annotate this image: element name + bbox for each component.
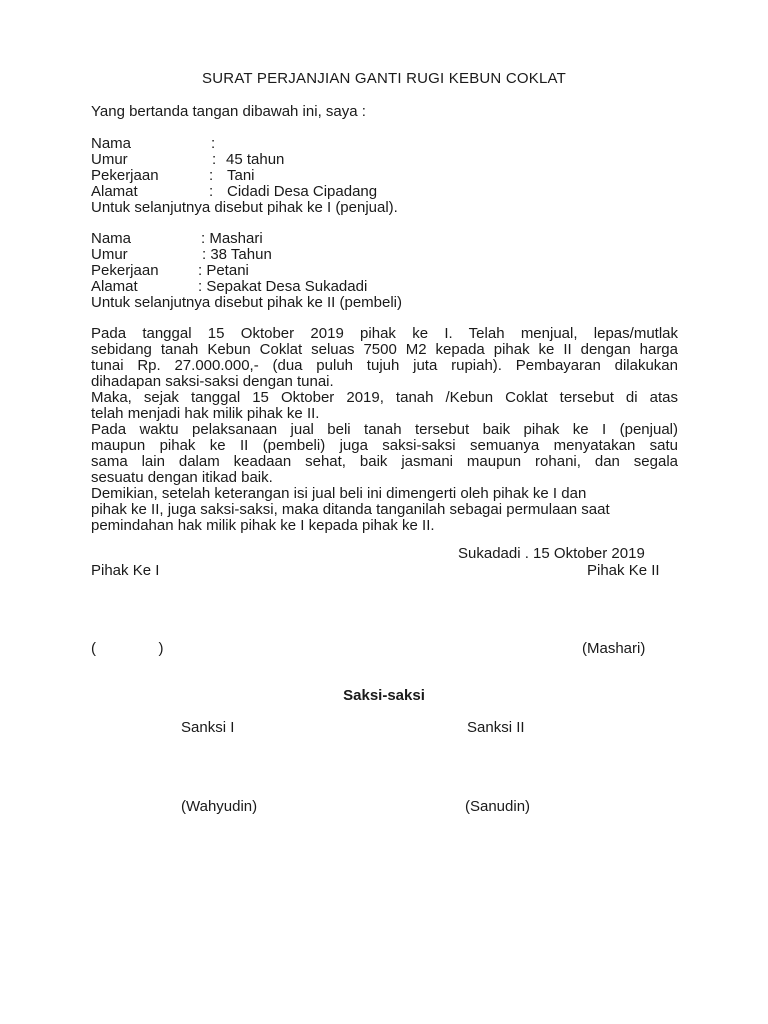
field-colon: : — [209, 167, 214, 184]
body-line: dihadapan saksi-saksi dengan tunai. — [91, 373, 334, 390]
body-line: Maka, sejak tanggal 15 Oktober 2019, tanah /Kebun Coklat tersebut di atas — [91, 389, 678, 406]
body-line: tunai Rp. 27.000.000,- (dua puluh tujuh juta rupiah). Pembayaran dilakukan — [91, 357, 678, 374]
place-date: Sukadadi . 15 Oktober 2019 — [458, 545, 645, 562]
intro-text: Yang bertanda tangan dibawah ini, saya : — [91, 103, 366, 120]
body-line: pemindahan hak milik pihak ke I kepada pihak ke II. — [91, 517, 435, 534]
body-line: Pada waktu pelaksanaan jual beli tanah tersebut baik pihak ke I (penjual) — [91, 421, 678, 438]
field-label: Umur — [91, 151, 128, 168]
field-label: Umur — [91, 246, 128, 263]
field-label: Pekerjaan — [91, 262, 159, 279]
witness-heading: Saksi-saksi — [343, 687, 425, 704]
pihak2-label: Pihak Ke II — [587, 562, 660, 579]
field-value: : Sepakat Desa Sukadadi — [198, 278, 368, 295]
field-label: Nama — [91, 135, 132, 152]
agreement-body — [91, 326, 678, 534]
pihak1-label: Pihak Ke I — [91, 562, 160, 579]
field-label: Alamat — [91, 183, 138, 200]
field-value: Cidadi Desa Cipadang — [227, 183, 378, 200]
field-label: Nama — [91, 230, 132, 247]
pihak2-signature: (Mashari) — [582, 640, 646, 657]
witness2-label: Sanksi II — [467, 719, 525, 736]
field-value: 45 tahun — [226, 151, 285, 168]
field-value: : Petani — [198, 262, 249, 279]
field-label: Pekerjaan — [91, 167, 159, 184]
document-title: SURAT PERJANJIAN GANTI RUGI KEBUN COKLAT — [202, 70, 566, 87]
pihak1-signature: ( ) — [91, 640, 164, 657]
body-line: Pada tanggal 15 Oktober 2019 pihak ke I. Telah menjual, lepas/mutlak — [91, 325, 678, 342]
field-label: Alamat — [91, 278, 138, 295]
party2-note: Untuk selanjutnya disebut pihak ke II (pembeli) — [91, 294, 403, 311]
party1-note: Untuk selanjutnya disebut pihak ke I (penjual). — [91, 199, 398, 216]
body-line: Demikian, setelah keterangan isi jual beli ini dimengerti oleh pihak ke I dan — [91, 485, 587, 502]
body-line: sama lain dalam keadaan sehat, baik jasmani maupun rohani, dan segala — [91, 453, 678, 470]
field-colon: : — [212, 151, 217, 168]
body-line: maupun pihak ke II (pembeli) juga saksi-saksi semuanya menyatakan satu — [91, 437, 678, 454]
body-line: sebidang tanah Kebun Coklat seluas 7500 M2 kepada pihak ke II dengan harga — [91, 341, 678, 358]
field-value: Tani — [227, 167, 255, 184]
field-colon: : — [209, 183, 214, 200]
field-value: : Mashari — [201, 230, 263, 247]
witness1-label: Sanksi I — [181, 719, 235, 736]
witness1-name: (Wahyudin) — [181, 798, 258, 815]
witness2-name: (Sanudin) — [465, 798, 531, 815]
body-line: sesuatu dengan itikad baik. — [91, 469, 273, 486]
field-value: : 38 Tahun — [202, 246, 272, 263]
body-line: telah menjadi hak milik pihak ke II. — [91, 405, 320, 422]
body-line: pihak ke II, juga saksi-saksi, maka ditanda tanganilah sebagai permulaan saat — [91, 501, 610, 518]
field-colon: : — [211, 135, 216, 152]
